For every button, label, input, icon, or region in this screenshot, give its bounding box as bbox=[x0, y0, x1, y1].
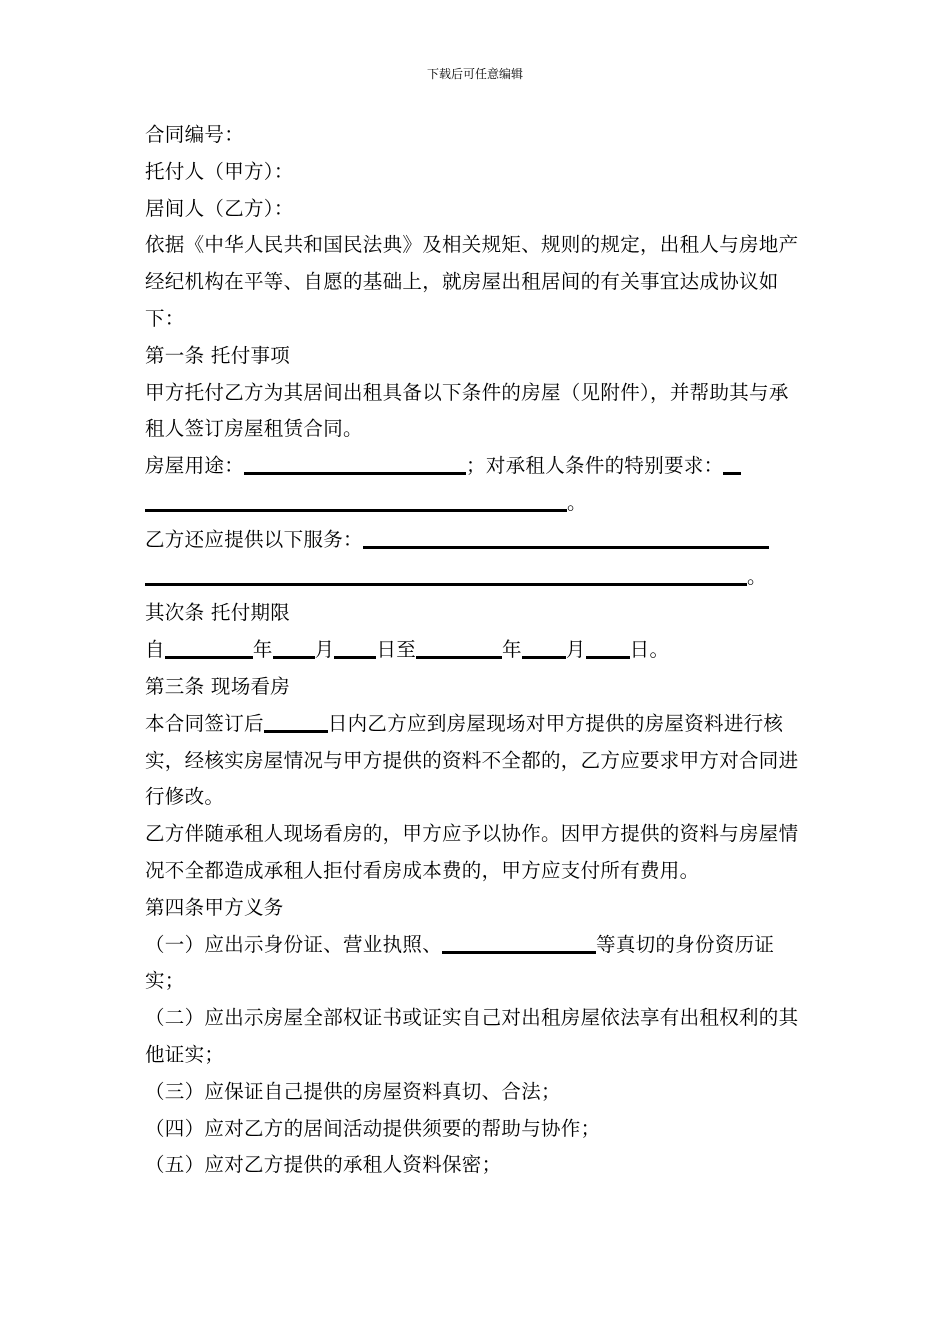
duty-4: （四）应对乙方的居间活动提供须要的帮助与协作； bbox=[145, 1116, 601, 1140]
article-2-title: 其次条 托付期限 bbox=[145, 601, 291, 625]
start-day-blank bbox=[334, 639, 376, 660]
services-line-2: 。 bbox=[145, 559, 805, 596]
party-b-label: 居间人（乙方）： bbox=[145, 196, 294, 220]
start-year-blank bbox=[165, 639, 253, 660]
article-3-paragraph-2: 乙方伴随承租人现场看房的，甲方应予以协作。因甲方提供的资料与房屋情况不全都造成承租人拒付看房成本费的，甲方应支付所有费用。 bbox=[145, 822, 799, 882]
contract-number-label: 合同编号： bbox=[145, 123, 245, 146]
tenant-requirement-blank-start bbox=[723, 455, 741, 476]
tenant-requirement-label: ；对承租人条件的特别要求： bbox=[466, 454, 724, 478]
duty-2: （二）应出示房屋全部权证书或证实自己对出租房屋依法享有出租权利的其他证实； bbox=[145, 1006, 799, 1066]
duty-5: （五）应对乙方提供的承租人资料保密； bbox=[145, 1153, 502, 1177]
page-header-note: 下载后可任意编辑 bbox=[426, 67, 523, 81]
days-blank bbox=[264, 712, 328, 733]
end-month-blank bbox=[522, 639, 566, 660]
tenant-requirement-line: 。 bbox=[145, 485, 805, 522]
end-day-blank bbox=[586, 639, 630, 660]
article-1-text: 甲方托付乙方为其居间出租具备以下条件的房屋（见附件），并帮助其与承租人签订房屋租赁合同。 bbox=[145, 380, 789, 441]
tenant-requirement-blank bbox=[145, 491, 567, 512]
intro-paragraph: 依据《中华人民共和国民法典》及相关规矩、规则的规定，出租人与房地产经纪机构在平等、自愿的基础上，就房屋出租居间的有关事宜达成协议如下： bbox=[145, 233, 799, 330]
house-use-blank bbox=[244, 455, 466, 476]
start-month-blank bbox=[273, 639, 315, 660]
house-use-label: 房屋用途： bbox=[145, 454, 245, 478]
services-line bbox=[145, 522, 805, 559]
article-3-paragraph-1: 本合同签订后 日内乙方应到房屋现场对甲方提供的房屋资料进行核实，经核实房屋情况与甲方提供的资料不全都的，乙方应要求甲方对合同进行修改。 bbox=[145, 711, 799, 809]
house-use-line bbox=[145, 448, 805, 485]
article-4-title: 第四条甲方义务 bbox=[145, 895, 284, 919]
end-year-blank bbox=[416, 639, 502, 660]
services-label: 乙方还应提供以下服务： bbox=[145, 527, 363, 551]
documents-blank bbox=[442, 933, 596, 954]
term-period-line: 自 年 月 日至 年 月 日。 bbox=[145, 638, 670, 662]
article-3-title: 第三条 现场看房 bbox=[145, 674, 291, 698]
contract-body bbox=[145, 117, 805, 1184]
duty-3: （三）应保证自己提供的房屋资料真切、合法； bbox=[145, 1079, 561, 1103]
article-1-title: 第一条 托付事项 bbox=[145, 343, 291, 367]
party-a-label: 托付人（甲方）： bbox=[145, 159, 294, 183]
duty-1: （一）应出示身份证、营业执照、 等真切的身份资历证实； bbox=[145, 932, 775, 993]
services-blank bbox=[145, 565, 747, 586]
services-blank-start bbox=[363, 528, 769, 549]
